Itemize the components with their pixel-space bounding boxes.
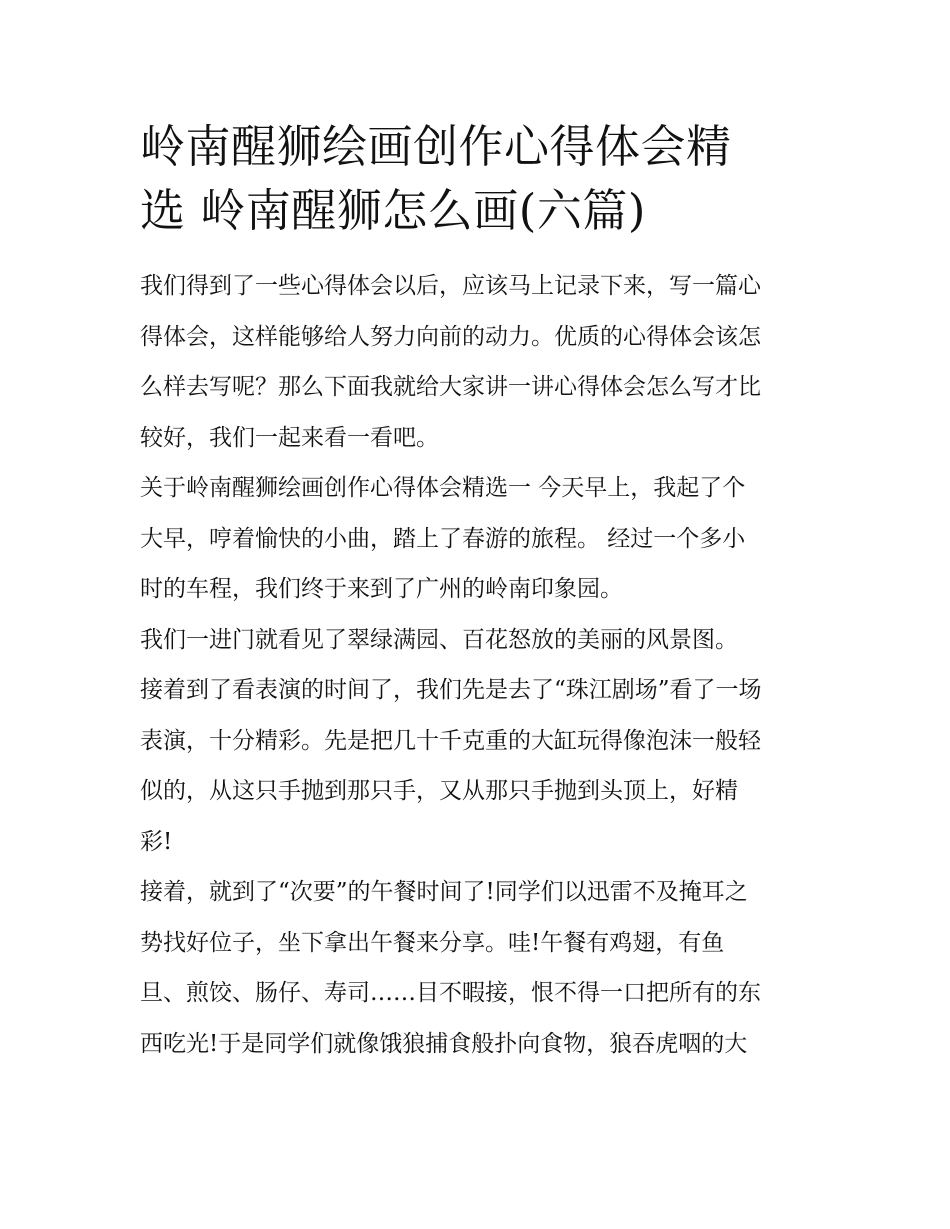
paragraph-intro [140,261,820,463]
text-line: 较好，我们一起来看一看吧。 [140,424,439,451]
paragraph-performance [140,665,820,867]
document-title [140,115,820,243]
paragraph-scenery [140,615,820,666]
paragraph-essay-opening [140,463,820,615]
text-line: 得体会，这样能够给人努力向前的动力。优质的心得体会该怎 [140,323,761,350]
text-line: 彩! [140,828,173,855]
text-line: 似的，从这只手抛到那只手，又从那只手抛到头顶上，好精 [140,778,738,804]
text-line: 我们一进门就看见了翠绿满园、百花怒放的美丽的风景图。 [140,626,738,653]
text-line: 我们得到了一些心得体会以后，应该马上记录下来，写一篇心 [140,273,761,299]
title-line: 岭南醒狮绘画创作心得体会精 [140,120,732,173]
document-page [140,115,820,1069]
paragraph-lunch [140,867,820,1069]
text-line: 接着，就到了“次要”的午餐时间了!同学们以迅雷不及掩耳之 [140,879,748,905]
text-line: 关于岭南醒狮绘画创作心得体会精选一 今天早上，我起了个 [140,475,746,501]
text-line: 么样去写呢？那么下面我就给大家讲一讲心得体会怎么写才比 [140,374,761,400]
text-line: 表演，十分精彩。先是把几十千克重的大缸玩得像泡沫一般轻 [140,727,761,754]
text-line: 时的车程，我们终于来到了广州的岭南印象园。 [140,576,623,602]
title-line: 选 岭南醒狮怎么画(六篇) [140,184,646,237]
text-line: 大早，哼着愉快的小曲，踏上了春游的旅程。 经过一个多小 [140,525,746,552]
text-line: 西吃光!于是同学们就像饿狼捕食般扑向食物，狼吞虎咽的大 [140,1030,748,1057]
document-body [140,261,820,1069]
text-line: 势找好位子，坐下拿出午餐来分享。哇!午餐有鸡翅，有鱼 [140,929,725,956]
text-line: 接着到了看表演的时间了，我们先是去了“珠江剧场”看了一场 [140,677,762,703]
text-line: 旦、煎饺、肠仔、寿司……目不暇接，恨不得一口把所有的东 [140,980,761,1006]
